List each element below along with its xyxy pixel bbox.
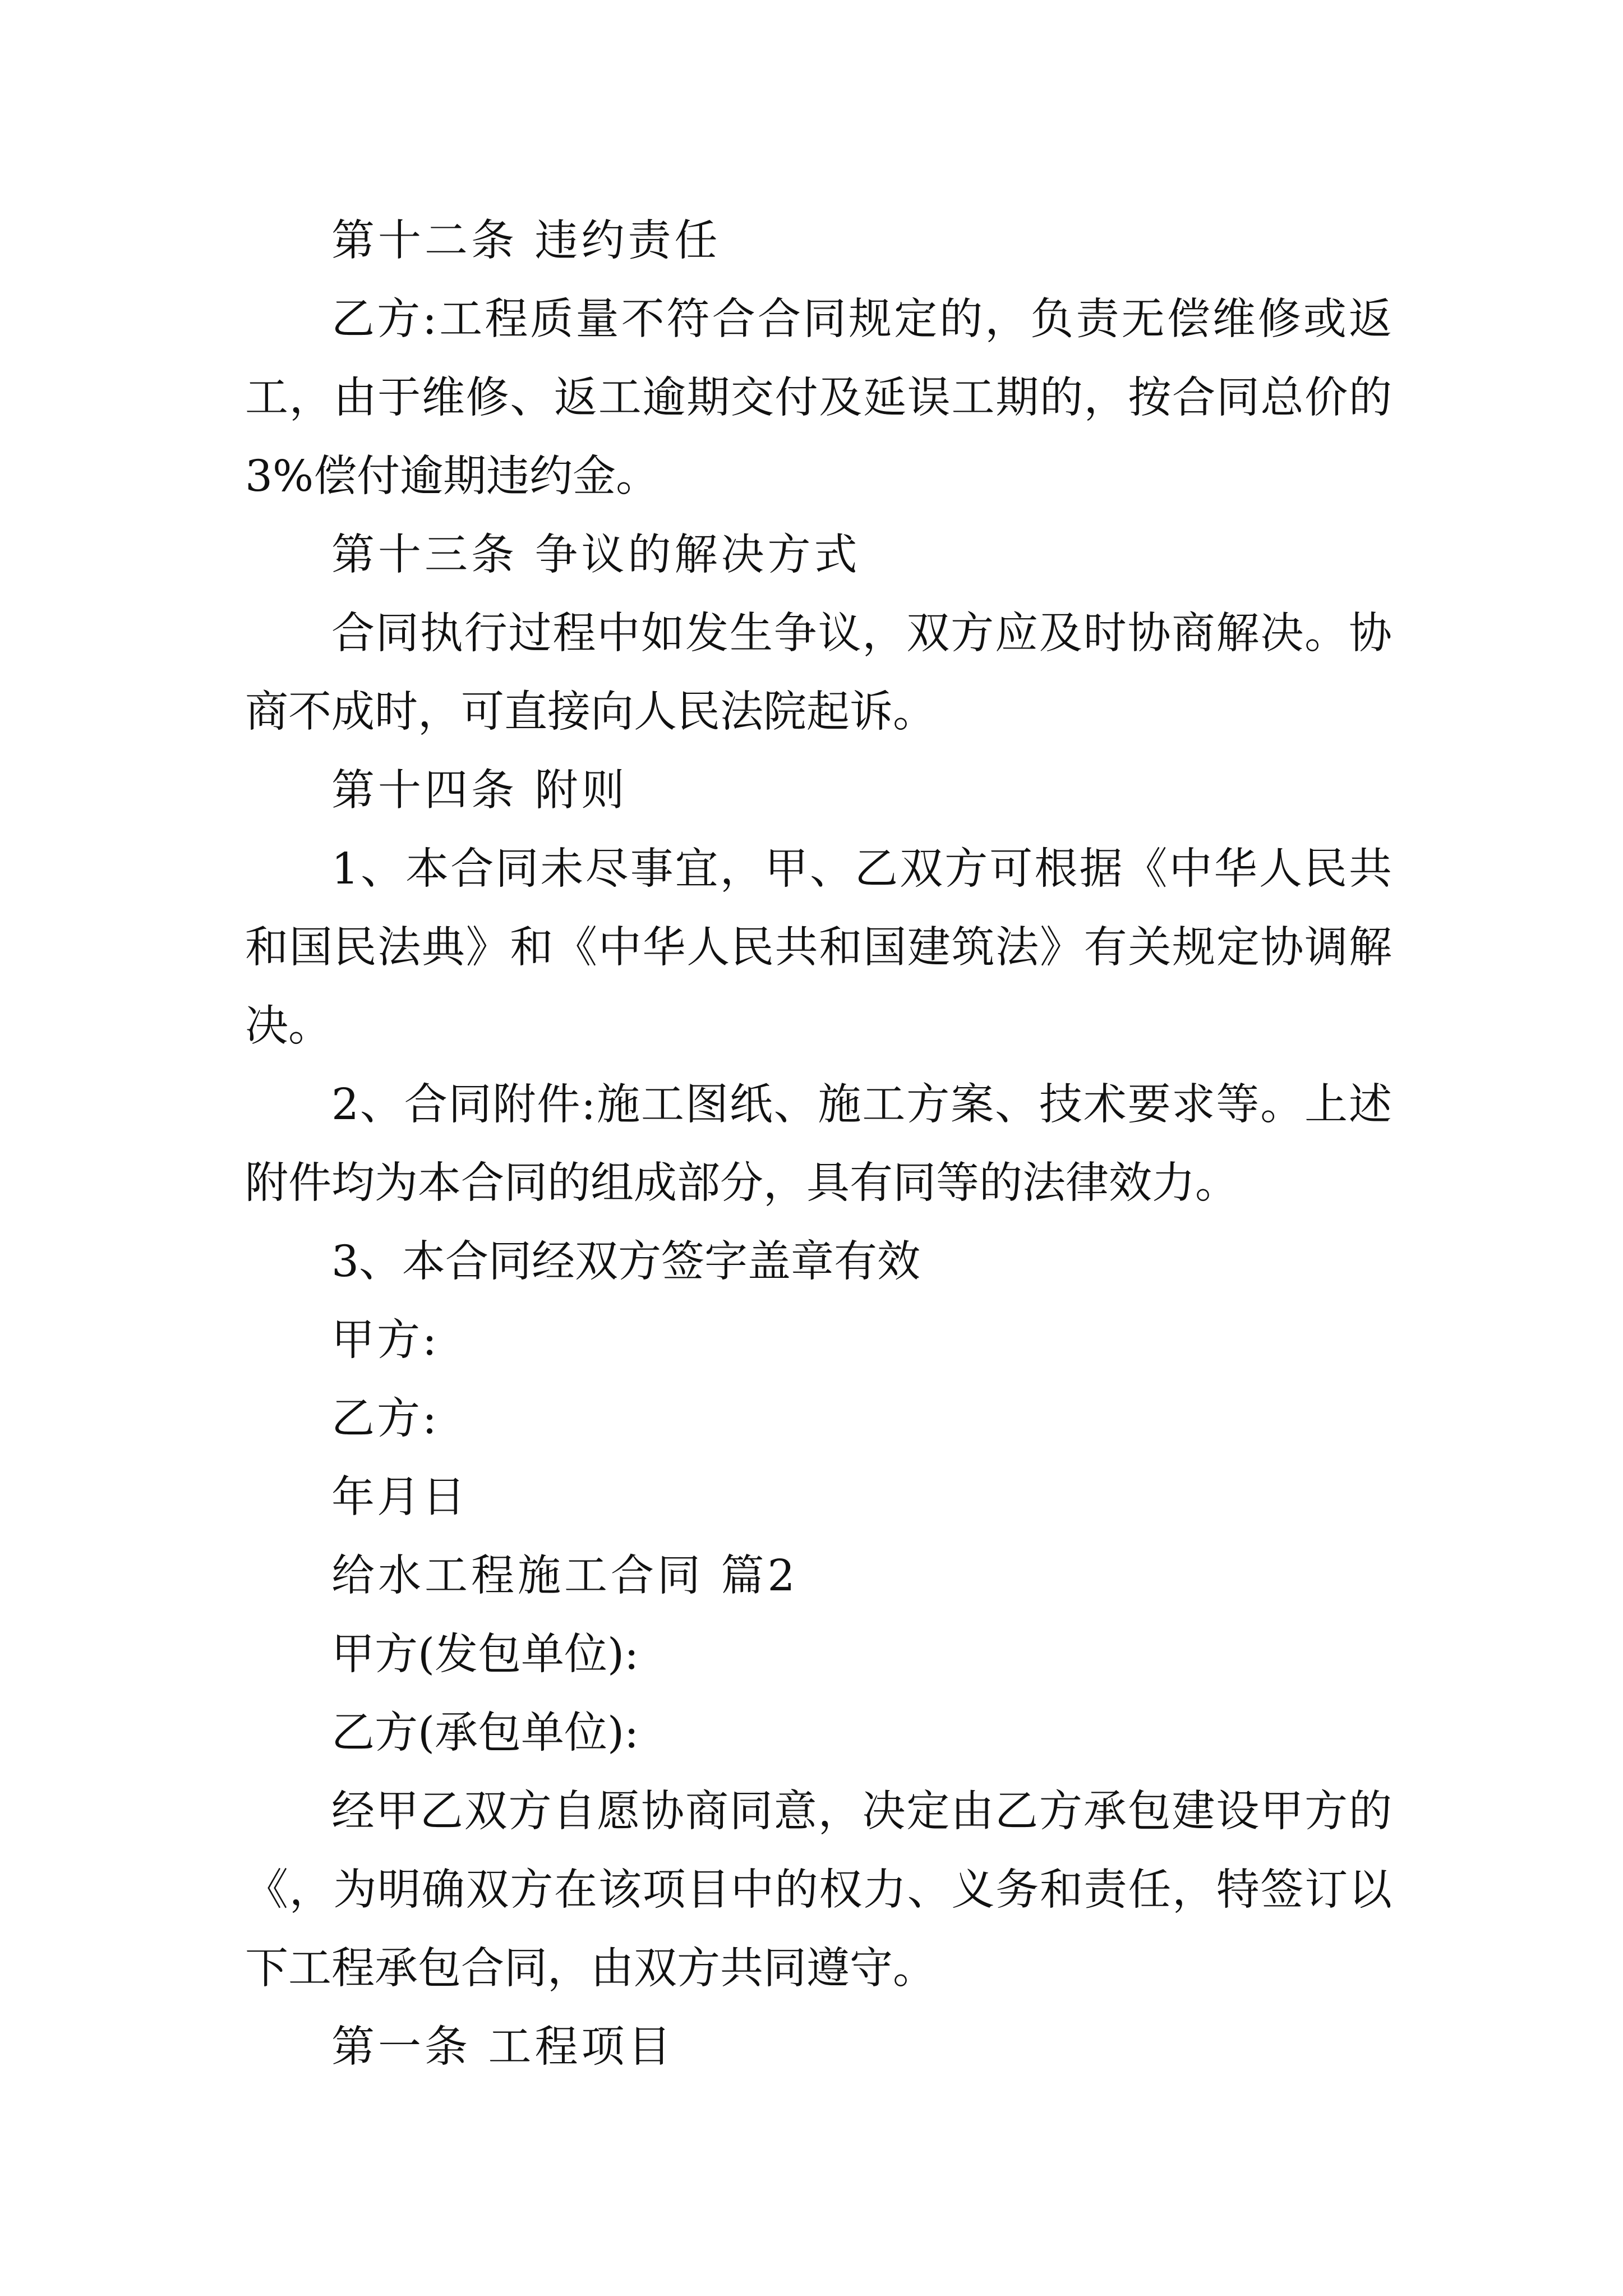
contract-2-title: 给水工程施工合同 篇2 xyxy=(331,1551,799,1601)
breach-liability-paragraph: 乙方:工程质量不符合合同规定的，负责无偿维修或返工，由于维修、返工逾期交付及延误工期的，按合同总价的3%偿付逾期违约金。 xyxy=(245,295,1392,501)
supplementary-clause-3: 3、本合同经双方签字盖章有效 xyxy=(331,1237,920,1287)
dispute-resolution-paragraph: 合同执行过程中如发生争议，双方应及时协商解决。协商不成时，可直接向人民法院起诉。 xyxy=(245,609,1392,737)
contract-preamble-paragraph: 经甲乙双方自愿协商同意，决定由乙方承包建设甲方的《，为明确双方在该项目中的权力、义务和责任，特签订以下工程承包合同，由双方共同遵守。 xyxy=(245,1787,1392,1994)
supplementary-clause-1: 1、本合同未尽事宜，甲、乙双方可根据《中华人民共和国民法典》和《中华人民共和国建筑法》有关规定协调解决。 xyxy=(245,844,1392,1051)
party-a-signature-line: 甲方: xyxy=(331,1315,439,1365)
party-b-signature-line: 乙方: xyxy=(331,1394,439,1444)
article-14-heading: 第十四条 附则 xyxy=(331,766,628,816)
supplementary-clause-2: 2、合同附件:施工图纸、施工方案、技术要求等。上述附件均为本合同的组成部分，具有同等的法律效力。 xyxy=(245,1080,1392,1208)
employer-line: 甲方(发包单位): xyxy=(331,1630,639,1680)
document-body xyxy=(245,202,1392,2087)
article-12-heading: 第十二条 违约责任 xyxy=(331,216,721,266)
article-13-heading: 第十三条 争议的解决方式 xyxy=(331,530,861,580)
contractor-line: 乙方(承包单位): xyxy=(331,1708,639,1758)
article-1-heading: 第一条 工程项目 xyxy=(331,2022,675,2072)
date-line: 年月日 xyxy=(331,1473,468,1522)
